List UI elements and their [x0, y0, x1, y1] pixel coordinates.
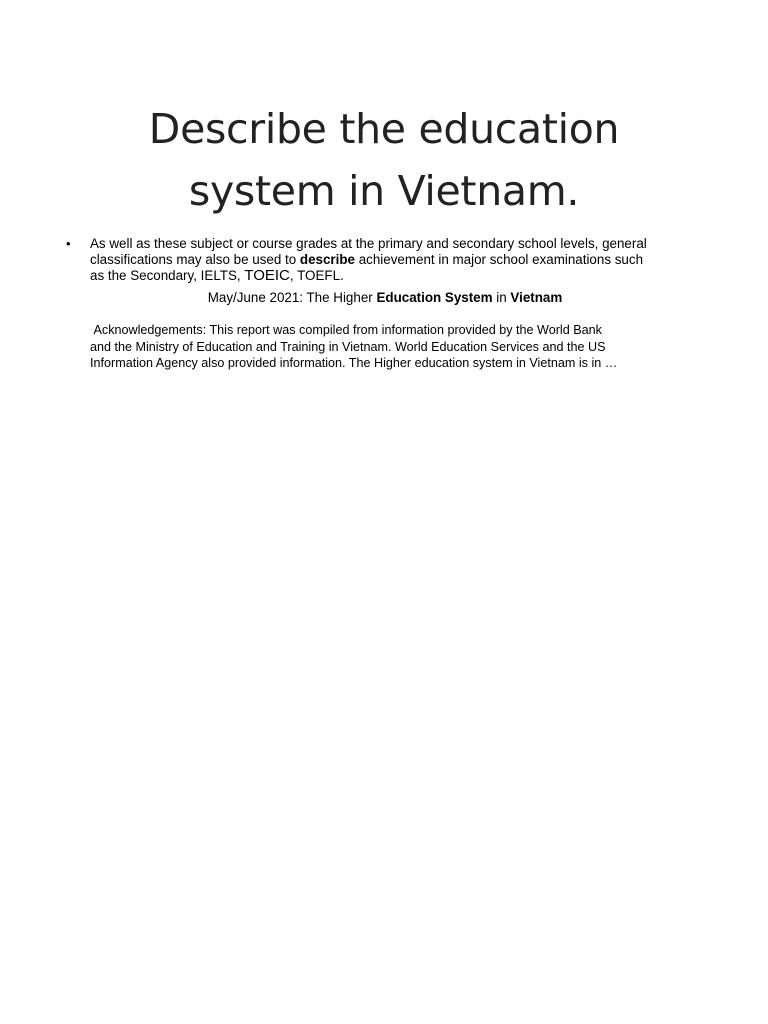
acknowledgements-paragraph: [90, 322, 650, 372]
ack-line-3: Information Agency also provided information. The Higher education system in Vietnam is in …: [90, 356, 618, 370]
ack-line-2: and the Ministry of Education and Training in Vietnam. World Education Services and the US: [90, 339, 606, 354]
bullet-line-3-post: , TOEFL.: [289, 268, 344, 283]
bullet-line-2-pre: classifications may also be used to: [90, 252, 300, 267]
title-line-2: system in Vietnam.: [188, 167, 580, 215]
bullet-keyword-describe: describe: [299, 252, 355, 267]
document-title: [84, 98, 684, 222]
source-caption: [90, 290, 680, 306]
caption-bold-education-system: Education System: [376, 290, 493, 305]
title-line-1: Describe the education: [148, 105, 620, 153]
bullet-line-2-post: achievement in major school examinations such: [354, 252, 644, 267]
list-item: [66, 236, 676, 284]
caption-mid: in: [492, 290, 511, 305]
ack-line-1: [90, 322, 650, 339]
caption-pre: May/June 2021: The Higher: [207, 290, 377, 305]
ack-line-1-text: Acknowledgements: This report was compiled from information provided by the World Bank: [93, 323, 602, 337]
bullet-list: [66, 236, 676, 284]
bullet-line-1: As well as these subject or course grades at the primary and secondary school levels, general: [90, 236, 647, 251]
bullet-icon: •: [66, 236, 71, 251]
bullet-toeic: TOEIC: [244, 267, 290, 284]
bullet-line-3-pre: as the Secondary,: [90, 268, 201, 283]
bullet-ielts: IELTS,: [200, 268, 245, 283]
caption-bold-vietnam: Vietnam: [510, 290, 563, 305]
